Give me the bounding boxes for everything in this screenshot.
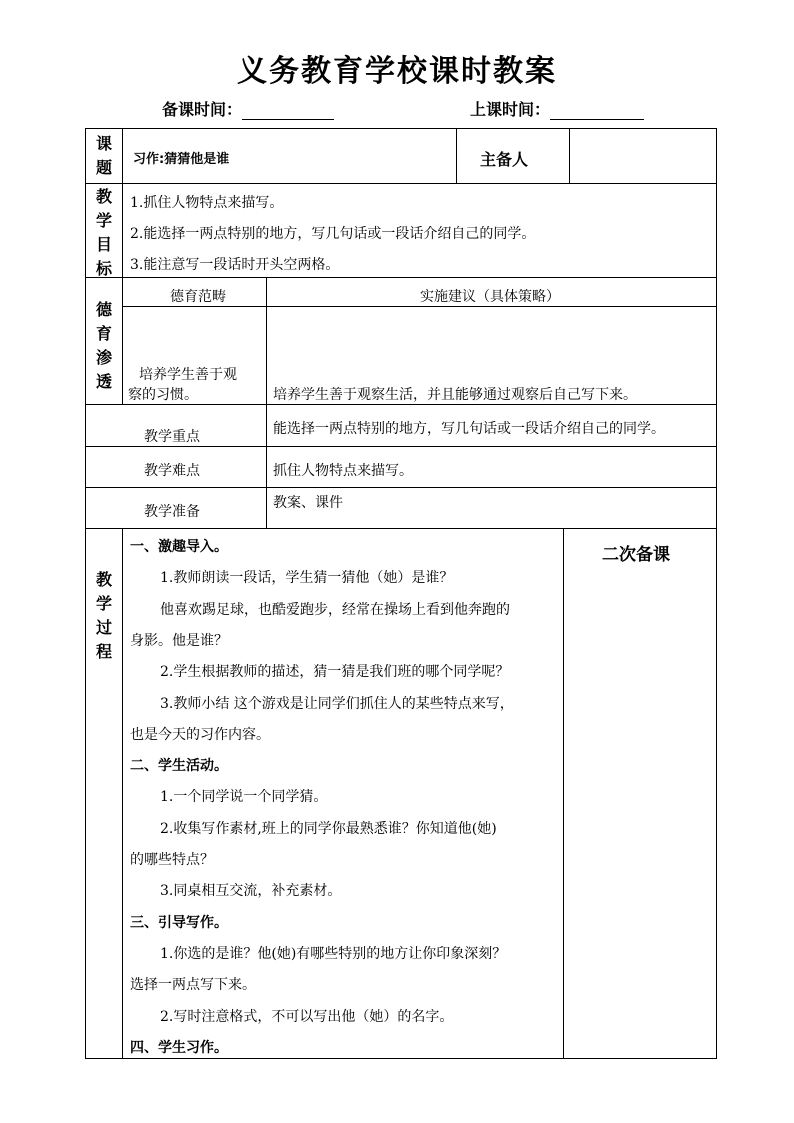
process-line: 3.教师小结 这个游戏是让同学们抓住人的某些特点来写， (160, 696, 514, 712)
preparation-label: 教学准备 (144, 504, 200, 520)
row-divider (122, 306, 717, 307)
table-border-bottom (85, 1058, 717, 1059)
col-divider (266, 277, 267, 529)
row-divider (85, 487, 717, 488)
moral-col2-header: 实施建议（具体策略） (420, 289, 560, 305)
col-divider (122, 128, 123, 405)
process-line: 3.同桌相互交流，补充素材。 (160, 883, 342, 899)
process-line: 选择一两点写下来。 (130, 977, 256, 993)
topic-value: 习作:猜猜他是谁 (133, 152, 230, 167)
row-divider (85, 183, 717, 184)
row-divider (85, 404, 717, 405)
process-line: 也是今天的习作内容。 (130, 727, 270, 743)
process-section-heading: 三、引导写作。 (130, 915, 228, 931)
table-border-right (716, 128, 717, 1059)
process-line: 2.写时注意格式，不可以写出他（她）的名字。 (160, 1009, 454, 1025)
prep-time-blank[interactable] (242, 103, 334, 120)
process-section-heading: 四、学生习作。 (130, 1040, 228, 1056)
process-line: 1.教师朗读一段话，学生猜一猜他（她）是谁？ (160, 570, 454, 586)
row-divider (85, 277, 717, 278)
moral-col1-header: 德育范畴 (170, 289, 226, 305)
preparation-value: 教案、课件 (273, 495, 343, 511)
process-line: 2.收集写作素材,班上的同学你最熟悉谁？你知道他(她) (160, 821, 497, 837)
owner-value-cell[interactable] (570, 129, 716, 183)
process-line: 2.学生根据教师的描述，猜一猜是我们班的哪个同学呢？ (160, 664, 510, 680)
col-divider (122, 528, 123, 1059)
process-section-heading: 一、激趣导入。 (130, 539, 228, 555)
moral-label: 德 育 渗 透 (95, 300, 112, 391)
process-line: 1.你选的是谁？他(她)有哪些特别的地方让你印象深刻？ (160, 946, 507, 962)
moral-col1-line1: 培养学生善于观 (139, 367, 237, 383)
process-line: 的哪些特点？ (130, 852, 214, 868)
prep-time-field (162, 97, 334, 120)
class-time-label: 上课时间： (470, 100, 551, 119)
key-point-label: 教学重点 (144, 429, 200, 445)
moral-col1-line2: 察的习惯。 (128, 387, 198, 403)
process-line: 1.一个同学说一个同学猜。 (160, 789, 328, 805)
row-divider (85, 528, 717, 529)
topic-label: 课 题 (95, 134, 112, 177)
document-title: 义务教育学校课时教案 (237, 54, 557, 89)
key-point-value: 能选择一两点特别的地方，写几句话或一段话介绍自己的同学。 (273, 421, 665, 437)
row-divider (85, 446, 717, 447)
class-time-blank[interactable] (550, 103, 644, 120)
col-divider (456, 128, 457, 184)
objective-1: 1.抓住人物特点来描写。 (130, 195, 284, 211)
difficulty-value: 抓住人物特点来描写。 (273, 463, 413, 479)
objectives-label: 教 学 目 标 (95, 187, 112, 278)
process-line: 他喜欢踢足球，也酷爱跑步，经常在操场上看到他奔跑的 (160, 602, 510, 618)
process-section-heading: 二、学生活动。 (130, 758, 228, 774)
second-prep-label: 二次备课 (602, 545, 670, 565)
process-line: 身影。他是谁？ (130, 633, 228, 649)
moral-col2-value: 培养学生善于观察生活，并且能够通过观察后自己写下来。 (273, 387, 637, 403)
process-label: 教 学 过 程 (95, 570, 112, 661)
col-divider (563, 528, 564, 1059)
objective-3: 3.能注意写一段话时开头空两格。 (130, 257, 340, 273)
objective-2: 2.能选择一两点特别的地方，写几句话或一段话介绍自己的同学。 (130, 226, 536, 242)
difficulty-label: 教学难点 (144, 463, 200, 479)
prep-time-label: 备课时间： (162, 100, 243, 119)
owner-label: 主备人 (480, 150, 529, 169)
class-time-field (470, 97, 644, 120)
